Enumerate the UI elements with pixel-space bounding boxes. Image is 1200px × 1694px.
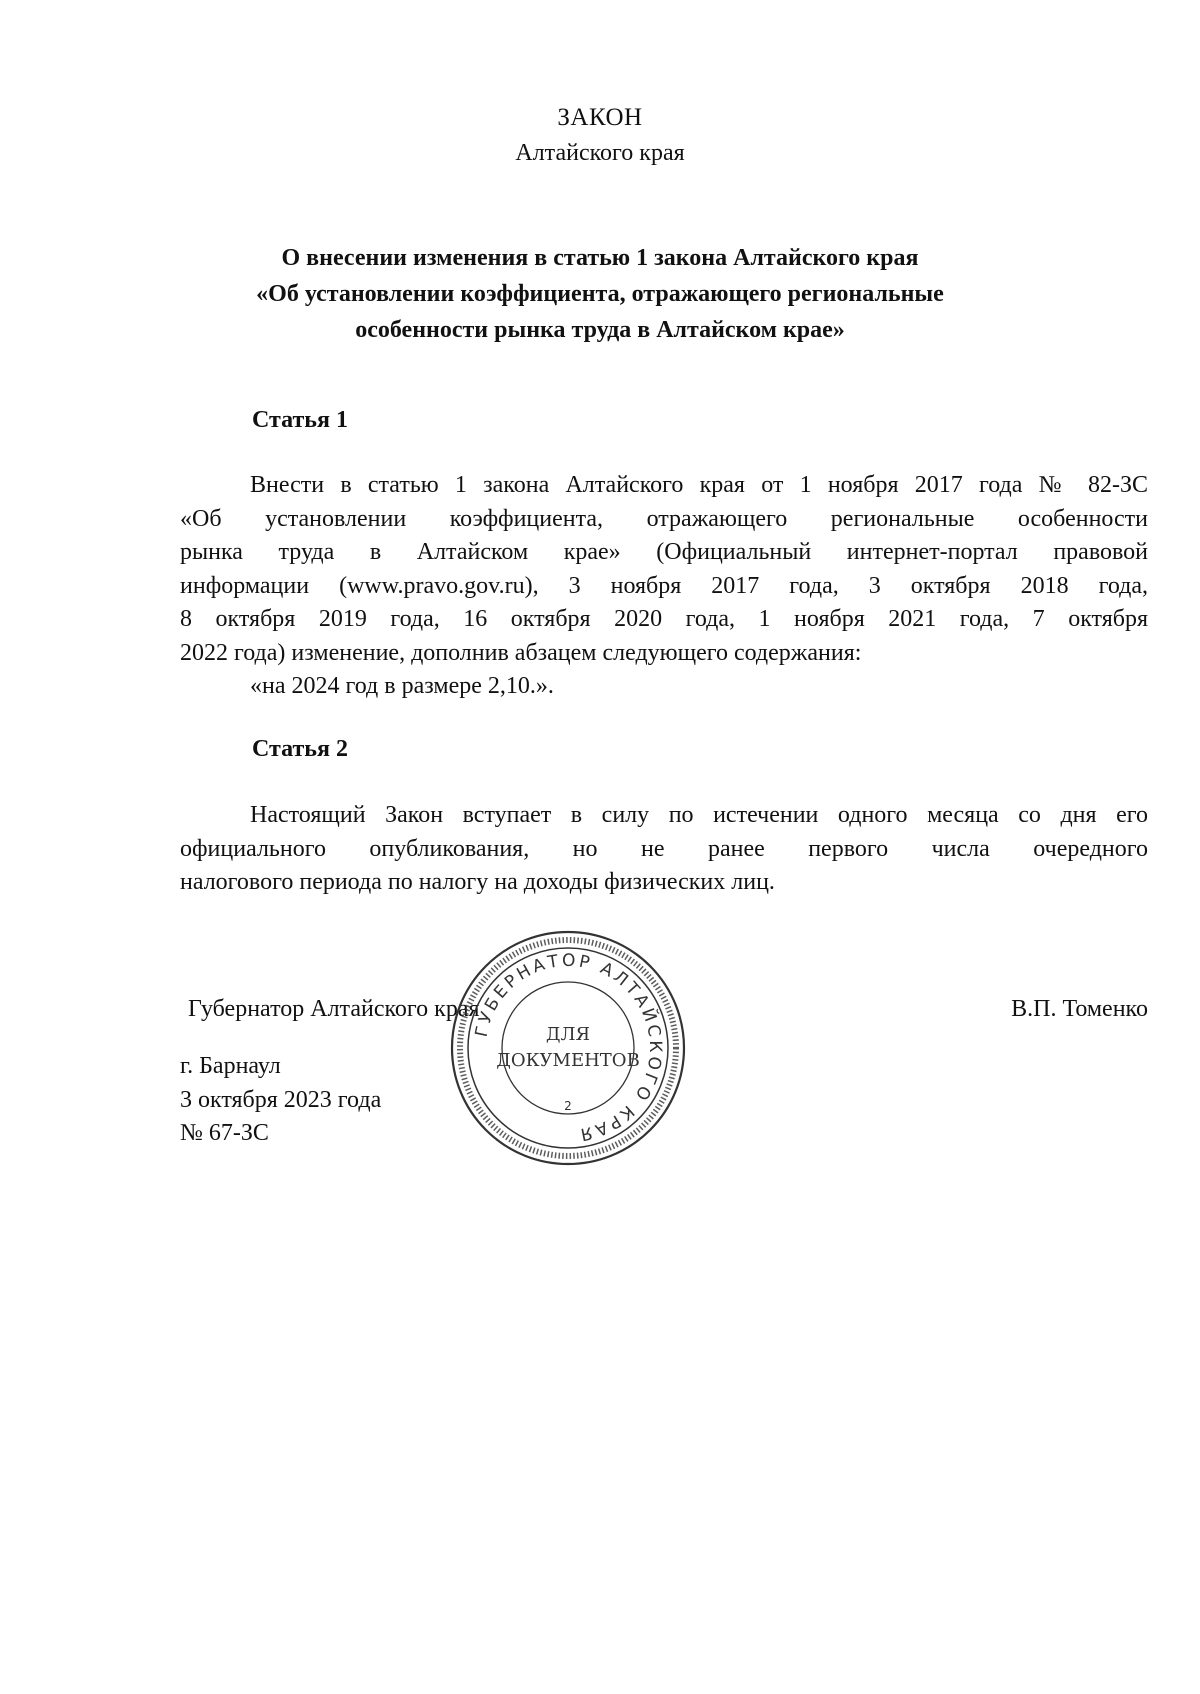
stamp-number: 2 (564, 1099, 572, 1113)
city: г. Барнаул (180, 1053, 281, 1079)
law-region: Алтайского края (515, 140, 685, 166)
article-line: рынка труда в Алтайском крае» (Официальный интернет-портал правовой (180, 539, 1148, 565)
article-line: «Об установлении коэффициента, отражающего региональные особенности (180, 505, 1148, 532)
article-line: Внести в статью 1 закона Алтайского края от 1 ноября 2017 года № 82-ЗС (250, 472, 1148, 498)
law-title: ЗАКОН (557, 104, 643, 131)
signing-date: 3 октября 2023 года (180, 1086, 382, 1113)
article-line: налогового периода по налогу на доходы физических лиц. (180, 869, 775, 895)
stamp-center-line1: ДЛЯ (545, 1024, 591, 1045)
article-2-heading: Статья 2 (252, 736, 348, 762)
law-subject (0, 240, 1200, 348)
article-2-text (180, 799, 1148, 900)
article-line: информации (www.pravo.gov.ru), 3 ноября 2017 года, 3 октября 2018 года, (180, 572, 1148, 599)
law-number: № 67-ЗС (180, 1120, 269, 1146)
official-stamp (448, 928, 688, 1168)
stamp-ring-text: ГУБЕРНАТОР АЛТАЙСКОГО КРАЯ (471, 950, 666, 1145)
article-line: «на 2024 год в размере 2,10.». (250, 673, 554, 699)
stamp-center-line2: ДОКУМЕНТОВ (496, 1050, 640, 1071)
signatory-position: Губернатор Алтайского края (188, 996, 480, 1022)
subject-line: «Об установлении коэффициента, отражающего региональные (256, 281, 944, 307)
signatory-name: В.П. Томенко (1011, 996, 1148, 1022)
article-line: Настоящий Закон вступает в силу по истечении одного месяца со дня его (250, 802, 1148, 828)
article-line: официального опубликования, но не ранее первого числа очередного (180, 835, 1148, 862)
article-1-heading: Статья 1 (252, 407, 348, 433)
place-and-date (180, 1050, 381, 1151)
article-line: 8 октября 2019 года, 16 октября 2020 года, 1 ноября 2021 года, 7 октября (180, 606, 1148, 632)
article-1-text (180, 469, 1148, 704)
subject-line: О внесении изменения в статью 1 закона Алтайского края (281, 245, 919, 271)
subject-line: особенности рынка труда в Алтайском крае» (355, 317, 845, 343)
article-line: 2022 года) изменение, дополнив абзацем следующего содержания: (180, 639, 862, 666)
